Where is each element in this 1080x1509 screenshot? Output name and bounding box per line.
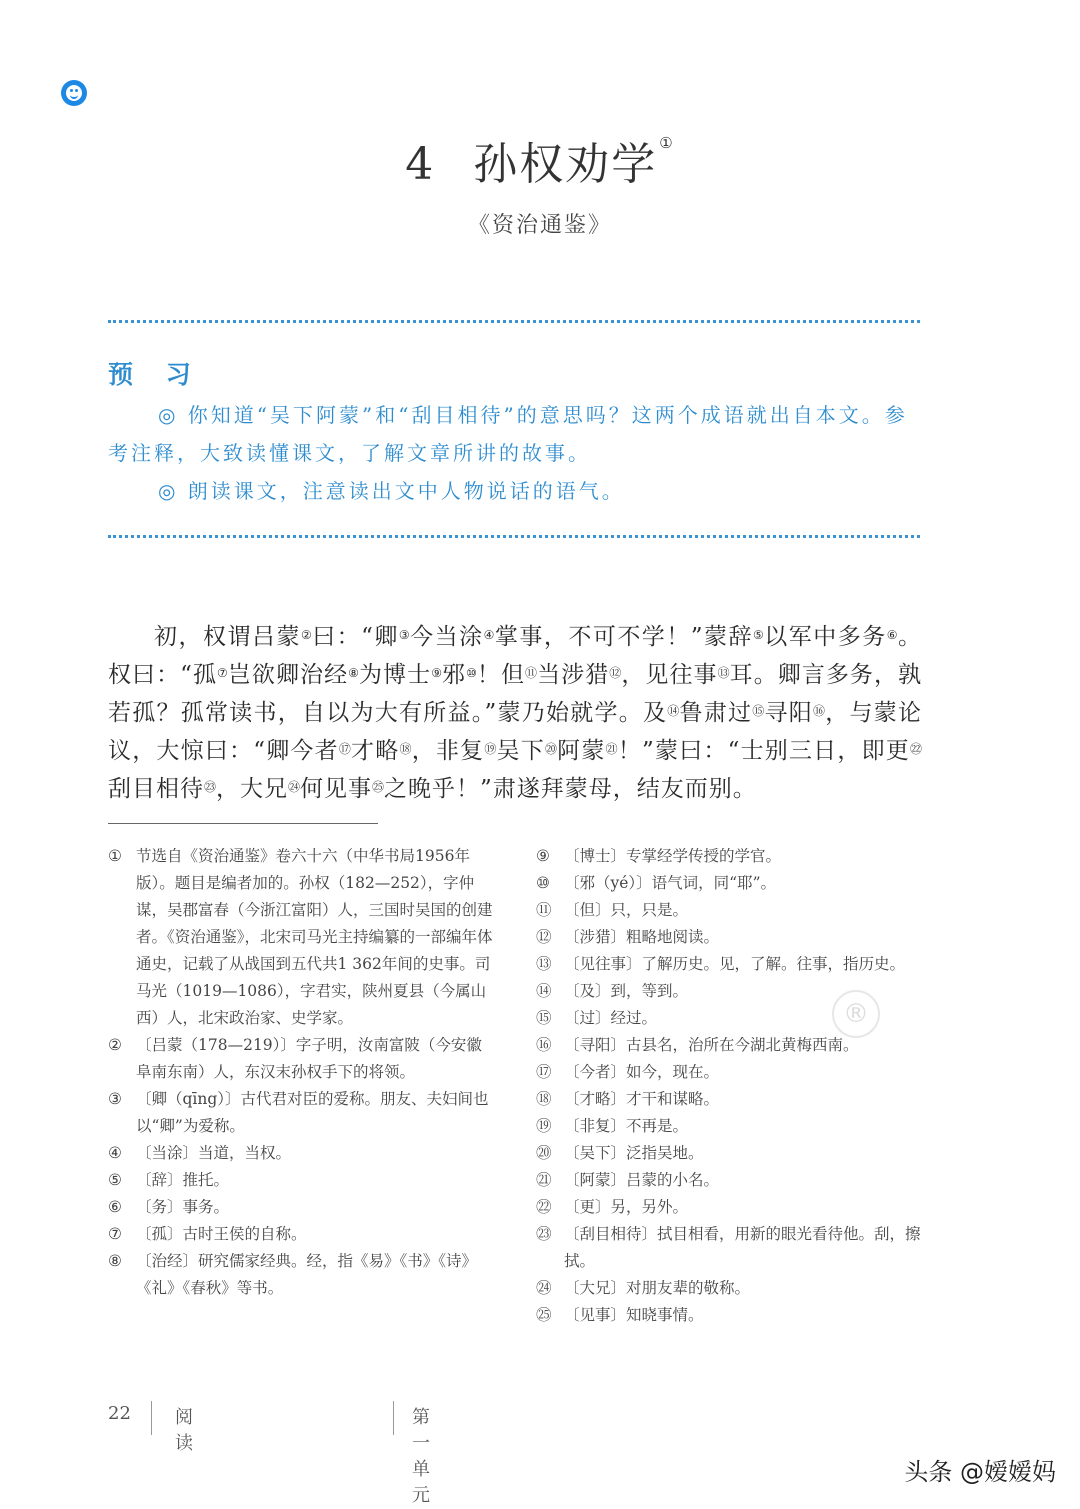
footnote-text: 〔辞〕推托。 (136, 1171, 230, 1189)
passage-text: 耳。卿言多务，孰若孤？孤常读书，自以为大有所益。”蒙乃始就学。及 (108, 662, 923, 726)
footnote-number: ⑫ (536, 928, 552, 946)
passage-text: 。权曰：“孤 (108, 624, 922, 688)
footnote-number: ③ (108, 1090, 122, 1108)
note-marker: ⑰ (338, 742, 352, 756)
footnote-text: 〔但〕只，只是。 (564, 901, 689, 919)
footnote-text: 〔见事〕知晓事情。 (564, 1306, 704, 1324)
passage-text: ，见往事 (621, 662, 718, 688)
footnote-number: ④ (108, 1144, 122, 1162)
footnote-number: ⑥ (108, 1198, 122, 1216)
footnote-separator (108, 823, 378, 824)
footnote-number: ⑳ (536, 1144, 552, 1162)
footnote-text: 〔务〕事务。 (136, 1198, 230, 1216)
passage-text: 邪 (442, 662, 467, 688)
footnote (108, 1221, 496, 1248)
note-marker: ⑤ (753, 628, 765, 642)
passage-text: 当涉猎 (537, 662, 610, 688)
note-marker: ㉒ (910, 742, 923, 756)
note-marker: ③ (398, 628, 411, 642)
footnote-number: ⑮ (536, 1009, 552, 1027)
footnote-text: 〔博士〕专掌经学传授的学官。 (564, 847, 782, 865)
footnote-text: 节选自《资治通鉴》卷六十六（中华书局1956年版）。题目是编者加的。孙权（182—252），字仲谋，吴郡富春（今浙江富阳）人，三国时吴国的创建者。《资治通鉴》，北宋司马光主持编纂的一部编年体通史，记载了从战国到五代共1 362年间的史事。司马光（1019—1086），字君实，陕州夏县（今属山西）人，北宋政治家、史学家。 (136, 847, 493, 1027)
passage-text: ，与蒙论议，大惊曰：“卿今者 (108, 700, 922, 764)
footnote (536, 1113, 931, 1140)
note-marker: ⑫ (609, 666, 622, 680)
footnote-number: ⑨ (536, 847, 550, 865)
footnote-number: ⑯ (536, 1036, 552, 1054)
source-credit: 头条 @嫒嫒妈 (904, 1458, 1056, 1486)
footnote-text: 〔见往事〕了解历史。见，了解。往事，指历史。 (564, 955, 906, 973)
footnote (108, 1248, 496, 1302)
footnote (108, 1194, 496, 1221)
footnote (536, 1275, 931, 1302)
footnote (108, 1140, 496, 1167)
passage-text: 何见事 (300, 776, 373, 802)
footnote (536, 951, 931, 978)
lesson-title-text: 孙权劝学 (473, 139, 658, 190)
footnote-number: ⑩ (536, 874, 550, 892)
passage-text: 鲁肃过 (679, 700, 753, 726)
note-marker: ㉕ (372, 780, 385, 794)
footnote-number: ㉑ (536, 1171, 552, 1189)
passage-text: 才略 (351, 738, 400, 764)
footnote (536, 870, 931, 897)
footnote (536, 1167, 931, 1194)
footnote (536, 843, 931, 870)
footnote (536, 1194, 931, 1221)
footnote (108, 1086, 496, 1140)
footnote-number: ㉔ (536, 1279, 552, 1297)
footnote-number: ⑧ (108, 1252, 122, 1270)
footnote (536, 897, 931, 924)
footnote-number: ㉒ (536, 1198, 552, 1216)
footnote-number: ⑪ (536, 901, 552, 919)
passage-text: 吴下 (496, 738, 545, 764)
source-title: 《资治通鉴》 (467, 213, 612, 238)
unit-label: 第一单元 (412, 1407, 430, 1506)
passage-text: ！但 (476, 662, 526, 688)
footnote (536, 1221, 931, 1275)
main-passage (108, 618, 922, 808)
footnote-text: 〔才略〕才干和谋略。 (564, 1090, 720, 1108)
note-marker: ⑭ (667, 704, 680, 718)
footnote-text: 〔大兄〕对朋友辈的敬称。 (564, 1279, 751, 1297)
footnote-number: ⑲ (536, 1117, 552, 1135)
footnote (536, 1059, 931, 1086)
footnote (536, 1302, 931, 1329)
preview-item: ◎ 你知道“吴下阿蒙”和“刮目相待”的意思吗？这两个成语就出自本文。参考注释，大致读懂课文，了解文章所讲的故事。 (108, 403, 908, 465)
footnote-text: 〔及〕到，等到。 (564, 982, 689, 1000)
note-marker: ⑯ (812, 704, 826, 718)
footnote-number: ⑤ (108, 1171, 122, 1189)
note-marker: ⑳ (544, 742, 558, 756)
passage-text: 以军中多务 (764, 624, 887, 650)
footnote-number: ⑱ (536, 1090, 552, 1108)
footnote-text: 〔非复〕不再是。 (564, 1117, 689, 1135)
footnote-text: 〔阿蒙〕吕蒙的小名。 (564, 1171, 720, 1189)
footnote (536, 1140, 931, 1167)
passage-text: 寻阳 (764, 700, 813, 726)
preview-divider-bottom (108, 535, 920, 538)
footnote (108, 1167, 496, 1194)
footnote-number: ㉓ (536, 1225, 552, 1243)
footnote-text: 〔寻阳〕古县名，治所在今湖北黄梅西南。 (564, 1036, 859, 1054)
footnotes-left-column (108, 843, 496, 1302)
footnotes-right-column (536, 843, 931, 1329)
footnote (536, 1086, 931, 1113)
passage-text: 掌事，不可不学！”蒙辞 (494, 624, 754, 650)
footnote-text: 〔刮目相待〕拭目相看，用新的眼光看待他。刮，擦拭。 (564, 1225, 921, 1270)
registered-mark-watermark: ® (832, 990, 880, 1038)
footer-divider (151, 1401, 152, 1435)
footnote-text: 〔当涂〕当道，当权。 (136, 1144, 292, 1162)
footnote-text: 〔吴下〕泛指吴地。 (564, 1144, 704, 1162)
passage-text: ！”蒙曰：“士别三日，即更 (617, 738, 911, 764)
footnote-text: 〔今者〕如今，现在。 (564, 1063, 720, 1081)
lesson-number: 4 (405, 139, 436, 190)
footnote (108, 1032, 496, 1086)
note-marker: ⑦ (217, 666, 228, 680)
preview-divider-top (108, 320, 920, 323)
footnote-number: ⑰ (536, 1063, 552, 1081)
page-number: 22 (108, 1403, 131, 1424)
note-marker: ⑧ (348, 666, 359, 680)
note-marker: ㉔ (288, 780, 301, 794)
note-marker: ⑪ (525, 666, 538, 680)
passage-text: 岂欲卿治经 (227, 662, 349, 688)
footnote-text: 〔吕蒙（178—219）〕字子明，汝南富陂（今安徽阜南东南）人，东汉末孙权手下的将领。 (136, 1036, 482, 1081)
passage-text: 为博士 (359, 662, 432, 688)
preview-heading: 预 习 (108, 360, 203, 389)
footnote (536, 1032, 931, 1059)
footnote-text: 〔更〕另，另外。 (564, 1198, 689, 1216)
footnote-number: ② (108, 1036, 122, 1054)
note-marker: ㉓ (204, 780, 217, 794)
passage-text: 初，权谓吕蒙 (154, 624, 301, 650)
note-marker: ④ (483, 628, 495, 642)
footnote-number: ⑬ (536, 955, 552, 973)
passage-text: 今当涂 (410, 624, 484, 650)
passage-text: ，非复 (411, 738, 485, 764)
preview-box (108, 396, 920, 510)
logo-icon (61, 80, 87, 106)
footnote-number: ⑭ (536, 982, 552, 1000)
section-label: 阅读 (175, 1407, 199, 1454)
note-marker: ⑮ (752, 704, 765, 718)
footnote (536, 924, 931, 951)
note-marker: ⑱ (399, 742, 412, 756)
note-marker: ⑨ (431, 666, 443, 680)
passage-text: 曰：“卿 (312, 624, 399, 650)
footnote-number: ㉕ (536, 1306, 552, 1324)
footnote-text: 〔卿（qīng）〕古代君对臣的爱称。朋友、夫妇间也以“卿”为爱称。 (136, 1090, 489, 1135)
passage-text: 之晚乎！”肃遂拜蒙母，结友而别。 (384, 776, 757, 802)
footer-divider (393, 1401, 394, 1435)
note-marker: ⑲ (484, 742, 497, 756)
footnote (108, 843, 496, 1032)
note-marker: ㉑ (605, 742, 618, 756)
footnote-text: 〔邪（yé）〕语气词，同“耶”。 (564, 874, 777, 892)
footnote-text: 〔孤〕古时王侯的自称。 (136, 1225, 307, 1243)
passage-text: 刮目相待 (108, 776, 204, 802)
passage-text: ，大兄 (216, 776, 289, 802)
note-marker: ⑥ (886, 628, 898, 642)
note-marker: ⑩ (466, 666, 477, 680)
passage-text: 阿蒙 (557, 738, 606, 764)
note-marker: ⑬ (717, 666, 730, 680)
footnote-text: 〔涉猎〕粗略地阅读。 (564, 928, 720, 946)
footnote-number: ① (108, 847, 122, 865)
footnote-text: 〔治经〕研究儒家经典。经，指《易》《书》《诗》《礼》《春秋》等书。 (136, 1252, 478, 1297)
lesson-title (0, 128, 1080, 192)
title-note-mark: ① (659, 134, 675, 152)
preview-item: ◎ 朗读课文，注意读出文中人物说话的语气。 (158, 479, 625, 503)
footnote-number: ⑦ (108, 1225, 122, 1243)
footnote-text: 〔过〕经过。 (564, 1009, 658, 1027)
note-marker: ② (300, 628, 313, 642)
